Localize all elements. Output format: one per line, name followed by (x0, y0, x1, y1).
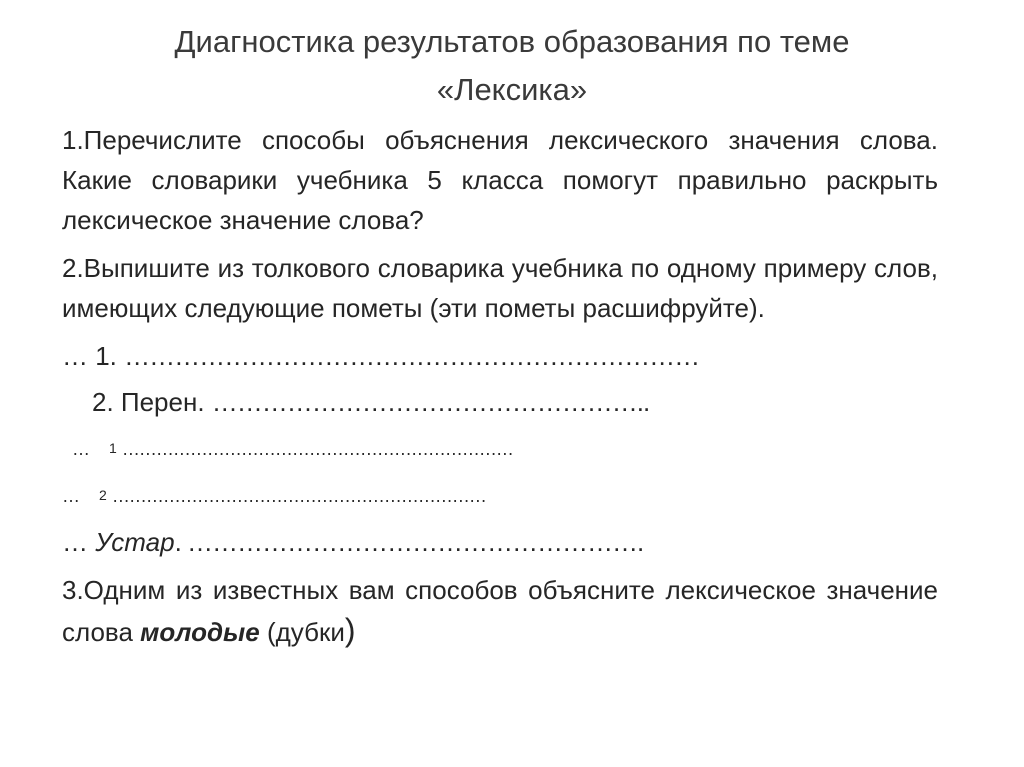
answer-line-1 (62, 336, 938, 376)
answer-line-5 (62, 522, 938, 562)
answer-line-1-label: … 1. (62, 341, 117, 371)
question-1: 1.Перечислите способы объяснения лексического значения слова. Какие словарики учебника 5 класса помогут правильно раскрыть лексическое значение слова? (62, 125, 938, 235)
title-line-2: «Лексика» (436, 72, 588, 107)
answer-line-5-word: Устар (95, 527, 175, 557)
title-line-1: Диагностика результатов образования по теме (174, 24, 850, 59)
answer-line-5-dots: . ………………………………………………. (174, 527, 644, 557)
answer-line-1-dots: …………………………………………………………… (124, 341, 700, 371)
answer-line-4-number: 2 (99, 487, 107, 503)
question-3-text: 3.Одним из известных вам способов объясните лексическое значение слова (62, 575, 938, 647)
answer-line-3-label: … (72, 439, 90, 459)
answer-line-5-label: … (62, 527, 88, 557)
answer-line-3 (62, 428, 938, 469)
question-3 (62, 570, 938, 652)
answer-line-4-dots: ………………………………………………………… (111, 486, 486, 506)
question-2: 2.Выпишите из толкового словарика учебника по одному примеру слов, имеющих следующие пометы (эти пометы расшифруйте). (62, 253, 938, 323)
answer-line-2 (62, 382, 938, 422)
question-3-close: ) (344, 612, 356, 648)
question-3-emphasis: молодые (140, 617, 260, 647)
question-3-paren: (дубки (266, 617, 345, 647)
answer-line-4 (62, 475, 938, 516)
answer-line-2-label: 2. Перен. (92, 387, 205, 417)
answer-line-3-dots: …………………………………………………………… (121, 439, 513, 459)
slide-title (60, 18, 964, 114)
slide-body (62, 120, 938, 660)
answer-line-3-number: 1 (109, 440, 117, 456)
answer-line-2-dots: …………………………………………….. (211, 387, 650, 417)
answer-line-4-label: … (62, 486, 80, 506)
